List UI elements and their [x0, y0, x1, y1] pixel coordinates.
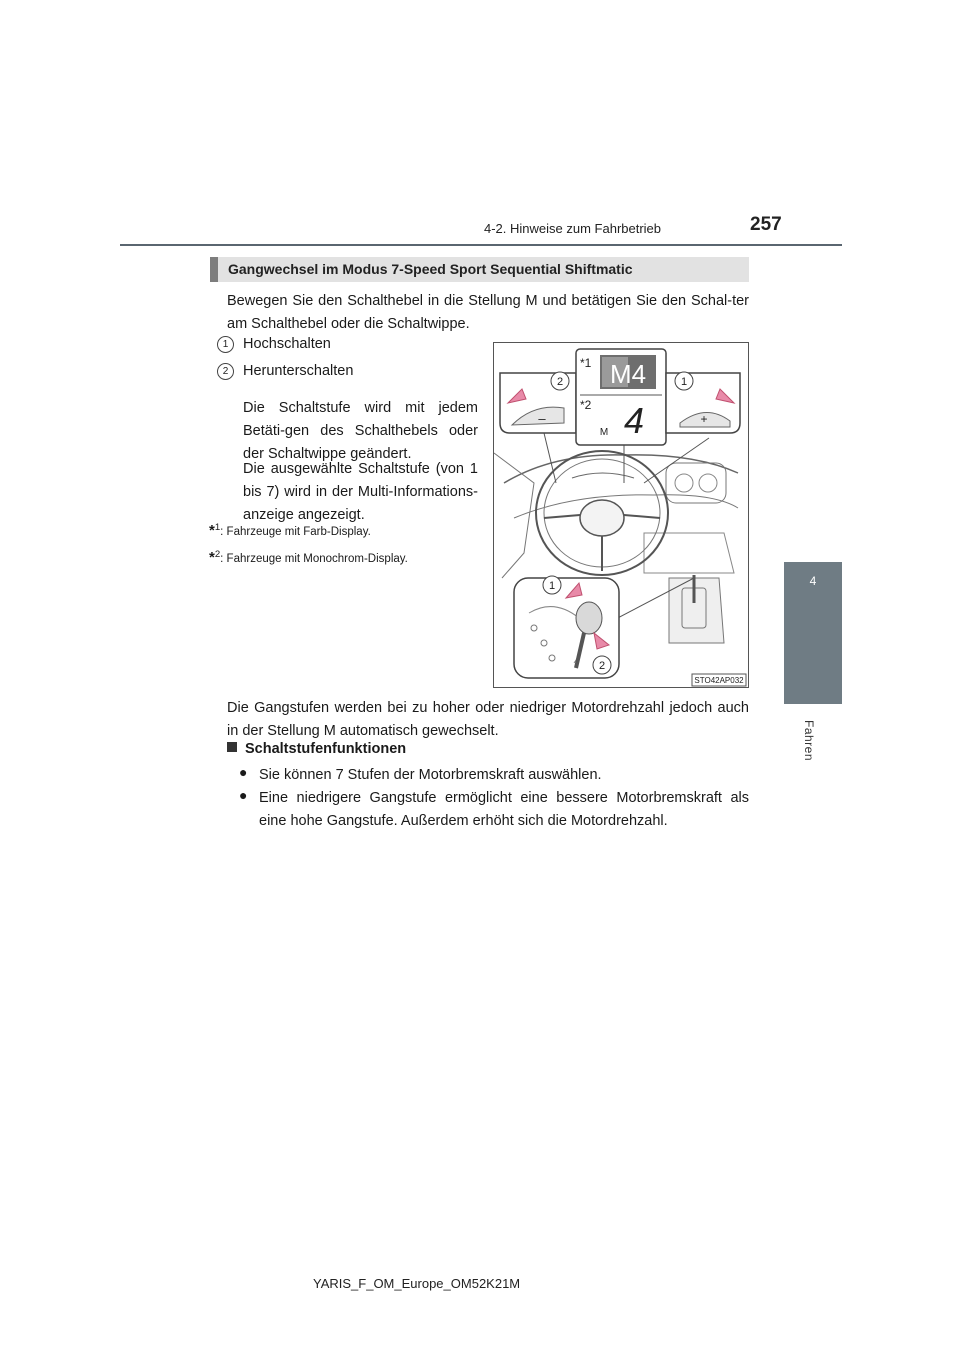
step-number-2: 2: [217, 363, 234, 380]
figure-callout-2-lever: 2: [598, 660, 606, 672]
shift-illustration-svg: [494, 343, 748, 687]
square-bullet-icon: [227, 742, 237, 752]
paragraph-gear-display: Die ausgewählte Schaltstufe (von 1 bis 7) wird in der Multi-Informations-anzeige angezeigt.: [243, 461, 478, 523]
bullet-dot-icon: ●: [239, 787, 248, 803]
footnote-1: [209, 522, 371, 539]
color-display-gear: M4: [609, 359, 647, 389]
bullet-dot-icon: ●: [239, 764, 248, 780]
shift-illustration: [493, 342, 749, 688]
page-number: 257: [750, 214, 782, 235]
footnote-1-mark: *: [209, 522, 215, 539]
figure-marker-2: *2: [580, 398, 592, 412]
footnote-2-text: : Fahrzeuge mit Monochrom-Display.: [220, 553, 408, 565]
intro-paragraph: Bewegen Sie den Schalthebel in die Stellung M und betätigen Sie den Schal-ter am Schalthebel oder die Schaltwippe.: [227, 293, 749, 332]
section-label: 4-2. Hinweise zum Fahrbetrieb: [484, 221, 662, 236]
bullet-item-2: Eine niedrigere Gangstufe ermöglicht eine bessere Motorbremskraft als eine hohe Gangstufe. Außerdem erhöht sich die Motordrehzahl.: [259, 790, 749, 829]
subsection-heading: [227, 741, 406, 757]
step-label-upshift: Hochschalten: [243, 336, 331, 352]
mono-display-gear: 4: [623, 400, 645, 441]
subsection-title: Schaltstufenfunktionen: [245, 741, 407, 757]
figure-callout-1-paddle: 1: [680, 376, 688, 388]
footnote-2-sup: 2: [214, 549, 221, 561]
paddle-minus-label: –: [538, 411, 546, 426]
figure-callout-1-lever: 1: [548, 580, 556, 592]
chapter-number: 4: [809, 574, 817, 588]
mono-display-mode: M: [599, 427, 609, 438]
footnote-1-text: : Fahrzeuge mit Farb-Display.: [220, 526, 371, 538]
chapter-name: Fahren: [802, 720, 816, 762]
bullet-item-1: Sie können 7 Stufen der Motorbremskraft auswählen.: [259, 767, 602, 783]
step-number-1: 1: [217, 336, 234, 353]
figure-callout-2-paddle: 2: [556, 376, 564, 388]
figure-code: STO42AP032: [694, 676, 744, 685]
footer-doc-id: YARIS_F_OM_Europe_OM52K21M: [313, 1276, 521, 1291]
step-label-downshift: Herunterschalten: [243, 363, 354, 379]
header-rule: [120, 244, 842, 246]
paragraph-automatic-shift: Die Gangstufen werden bei zu hoher oder niedriger Motordrehzahl jedoch auch in der Stellung M automatisch gewechselt.: [227, 700, 749, 739]
footnote-1-sup: 1: [214, 522, 221, 534]
section-title: Gangwechsel im Modus 7-Speed Sport Sequential Shiftmatic: [228, 261, 633, 277]
paragraph-gear-change: Die Schaltstufe wird mit jedem Betäti-gen des Schalthebels oder der Schaltwippe geändert.: [243, 400, 478, 462]
footnote-2-mark: *: [209, 549, 215, 566]
footnote-2: [209, 549, 408, 566]
figure-marker-1: *1: [580, 356, 592, 370]
paddle-plus-label: +: [700, 412, 708, 426]
